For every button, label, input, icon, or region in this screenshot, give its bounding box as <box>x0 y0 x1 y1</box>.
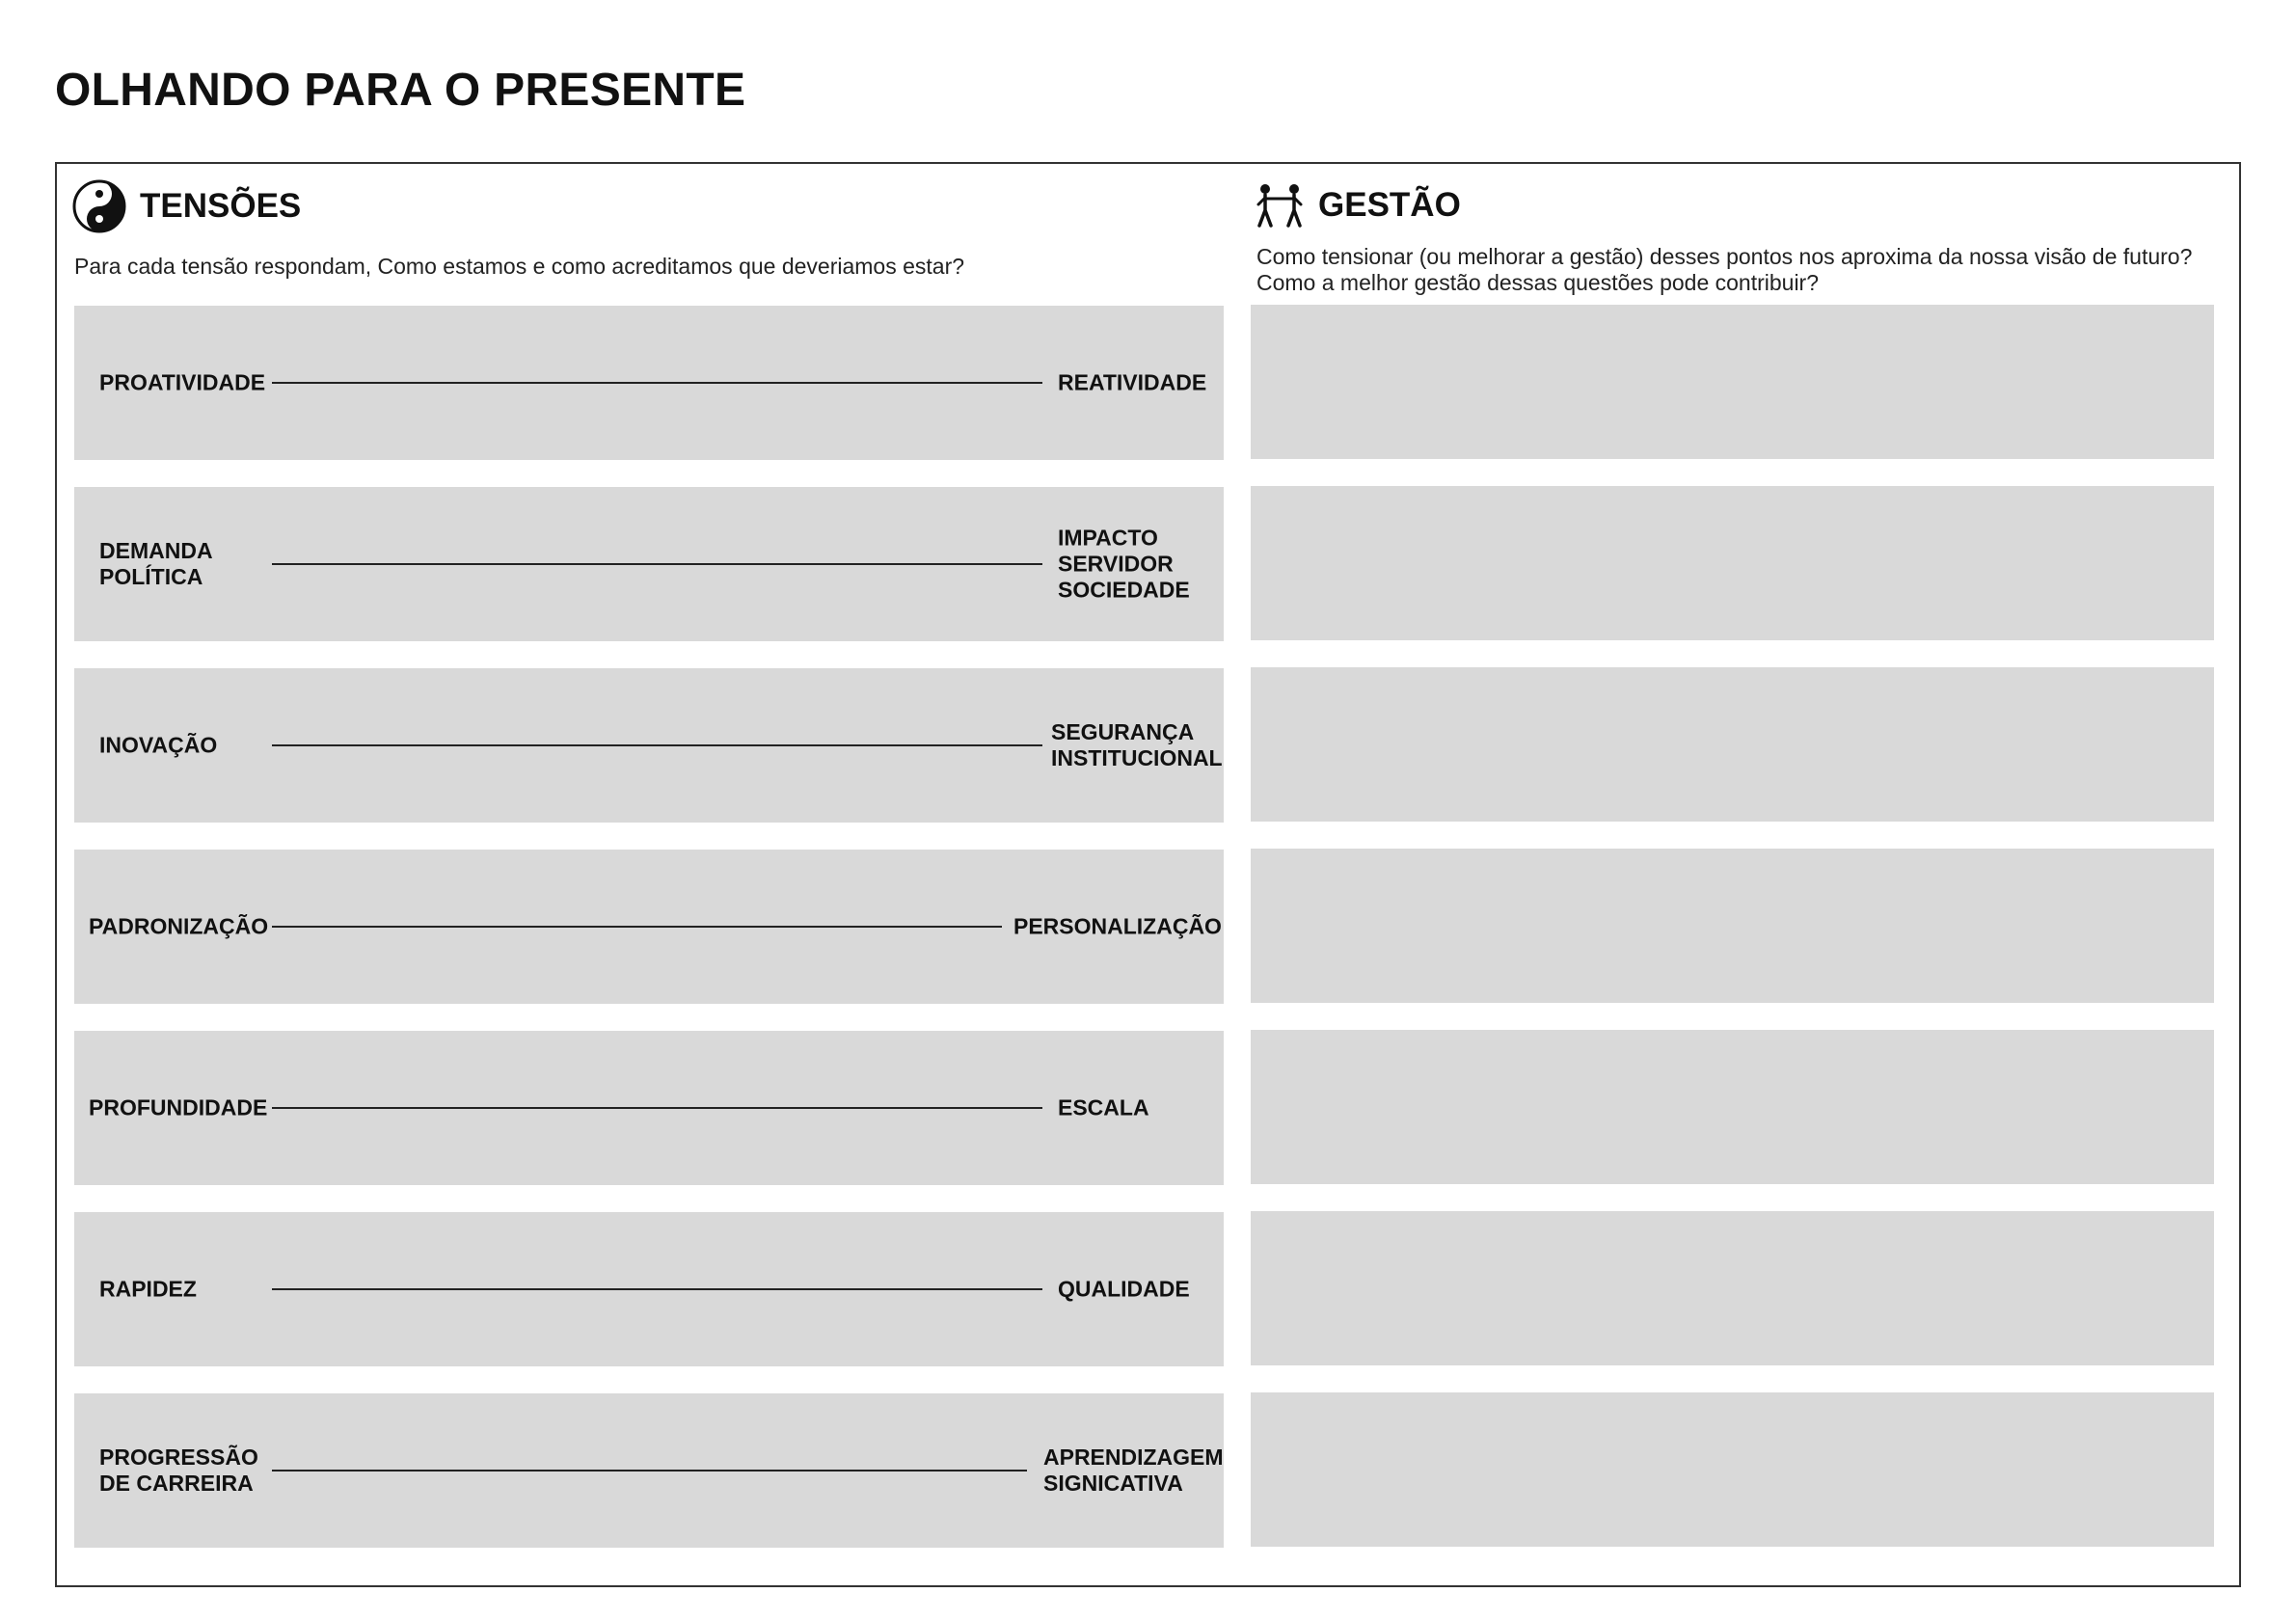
tension-left-label: PADRONIZAÇÃO <box>89 913 269 939</box>
tensoes-description: Para cada tensão respondam, Como estamos e como acreditamos que deveriamos estar? <box>74 254 965 279</box>
tensoes-header <box>72 179 301 233</box>
tension-scale-line[interactable] <box>272 744 1042 746</box>
tension-scale-line[interactable] <box>272 1470 1027 1472</box>
tension-row-4[interactable] <box>74 850 1224 1004</box>
tension-left-label: DEMANDA POLÍTICA <box>99 538 213 589</box>
tension-right-label: ESCALA <box>1058 1094 1149 1120</box>
gestao-answer-box-2[interactable] <box>1251 486 2214 640</box>
gestao-header <box>1255 183 1461 228</box>
tension-left-label: RAPIDEZ <box>99 1276 197 1302</box>
tension-left-label: PROATIVIDADE <box>99 369 266 395</box>
tension-right-label: IMPACTO SERVIDOR SOCIEDADE <box>1058 525 1190 603</box>
gestao-answer-box-7[interactable] <box>1251 1392 2214 1547</box>
tension-row-2[interactable] <box>74 487 1224 641</box>
gestao-description: Como tensionar (ou melhorar a gestão) desses pontos nos aproxima da nossa visão de futuro? Como a melhor gestão dessas questões pode contribuir? <box>1256 244 2193 295</box>
gestao-answer-box-5[interactable] <box>1251 1030 2214 1184</box>
tension-scale-line[interactable] <box>272 1288 1042 1290</box>
tension-right-label: SEGURANÇA INSTITUCIONAL <box>1051 719 1223 770</box>
tension-scale-line[interactable] <box>272 1107 1042 1109</box>
tension-right-label: APRENDIZAGEM SIGNICATIVA <box>1043 1444 1224 1496</box>
tension-right-label: QUALIDADE <box>1058 1276 1190 1302</box>
tension-left-label: PROGRESSÃO DE CARREIRA <box>99 1444 258 1496</box>
tension-row-5[interactable] <box>74 1031 1224 1185</box>
gestao-answer-box-6[interactable] <box>1251 1211 2214 1365</box>
tension-scale-line[interactable] <box>272 382 1042 384</box>
tension-right-label: REATIVIDADE <box>1058 369 1207 395</box>
tension-left-label: INOVAÇÃO <box>99 732 218 758</box>
tension-scale-line[interactable] <box>272 563 1042 565</box>
tension-row-1[interactable] <box>74 306 1224 460</box>
gestao-answer-box-3[interactable] <box>1251 667 2214 822</box>
tensoes-title: TENSÕES <box>140 187 302 225</box>
gestao-title: GESTÃO <box>1318 186 1461 224</box>
gestao-answer-box-4[interactable] <box>1251 849 2214 1003</box>
page-title: OLHANDO PARA O PRESENTE <box>55 65 746 116</box>
tension-row-6[interactable] <box>74 1212 1224 1366</box>
tension-row-7[interactable] <box>74 1393 1224 1548</box>
people-pulling-icon <box>1255 183 1305 228</box>
yin-yang-icon <box>72 179 126 233</box>
tension-left-label: PROFUNDIDADE <box>89 1094 268 1120</box>
tension-scale-line[interactable] <box>272 926 1002 928</box>
gestao-answer-box-1[interactable] <box>1251 305 2214 459</box>
tension-right-label: PERSONALIZAÇÃO <box>1013 913 1222 939</box>
tension-row-3[interactable] <box>74 668 1224 823</box>
